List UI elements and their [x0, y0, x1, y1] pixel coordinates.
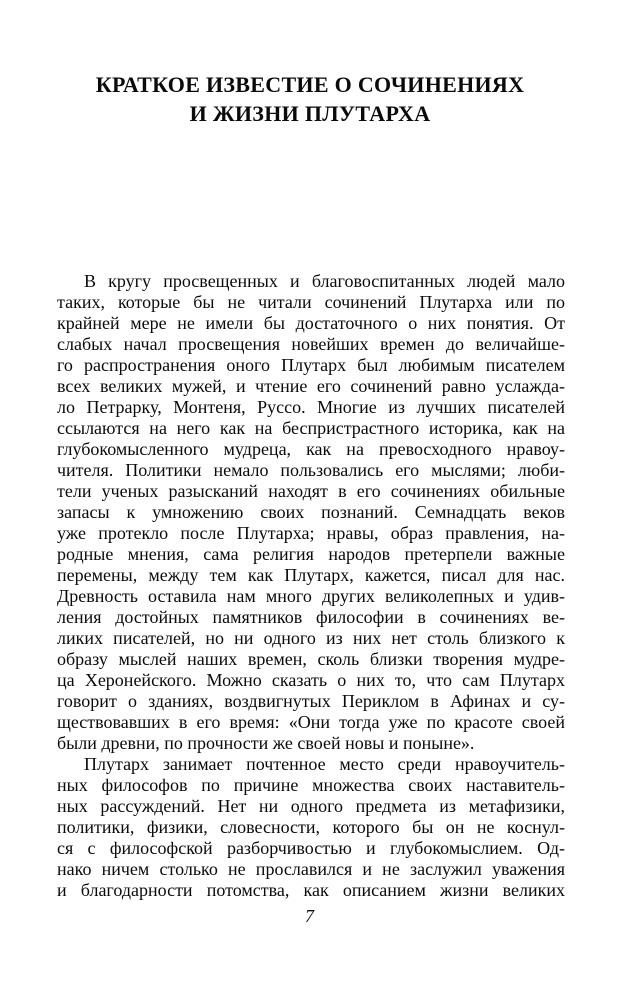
text-line: го распространения оного Плутарх был любимым писателем [57, 355, 565, 375]
text-line: ло Петрарку, Монтеня, Руссо. Многие из лучших писателей [57, 397, 565, 417]
text-line: образу мыслей наших времен, сколь близки творения мудре- [57, 649, 565, 669]
text-line: родные мнения, сама религия народов претерпели важные [57, 544, 565, 564]
text-line: ных рассуждений. Нет ни одного предмета из метафизики, [57, 796, 565, 816]
text-line: глубокомысленного мудреца, как на превосходного нравоу- [57, 439, 565, 459]
text-line: ликих писателей, но ни одного из них нет столь близкого к [57, 628, 565, 648]
text-line: уже протекло после Плутарха; нравы, образ правления, на- [57, 523, 565, 543]
text-line: ца Херонейского. Можно сказать о них то, что сам Плутарх [57, 670, 565, 690]
text-line: Древность оставила нам много других великолепных и удив- [57, 586, 565, 606]
text-line: ных философов по причине множества своих наставитель- [57, 775, 565, 795]
text-line: ществовавших в его время: «Они тогда уже по красоте своей [57, 712, 565, 732]
text-line: политики, физики, словесности, которого бы он не коснул- [57, 817, 565, 837]
text-line: В кругу просвещенных и благовоспитанных людей мало [84, 271, 565, 291]
text-line: ления достойных памятников философии в сочинениях ве- [57, 607, 565, 627]
text-line: нако ничем столько не прославился и не заслужил уважения [57, 859, 565, 879]
text-line: говорит о зданиях, воздвигнутых Периклом в Афинах и су- [57, 691, 565, 711]
text-line: крайней мере не имели бы достаточного о них понятия. От [57, 313, 565, 333]
text-line: и благодарности потомства, как описанием жизни великих [57, 880, 565, 900]
body-text [57, 271, 565, 901]
text-line: запасы к умножению своих познаний. Семнадцать веков [57, 502, 565, 522]
text-line: тели ученых разысканий находят в его сочинениях обильные [57, 481, 565, 501]
text-line: таких, которые бы не читали сочинений Плутарха или по [57, 292, 565, 312]
text-line: чителя. Политики немало пользовались его мыслями; люби- [57, 460, 565, 480]
text-line: ссылаются на него как на беспристрастного историка, как на [57, 418, 565, 438]
text-line: перемены, между тем как Плутарх, кажется, писал для нас. [57, 565, 565, 585]
text-line: всех великих мужей, и чтение его сочинений равно услажда- [57, 376, 565, 396]
text-line: Плутарх занимает почтенное место среди нравоучитель- [84, 754, 565, 774]
text-line: были древни, по прочности же своей новы и поныне». [57, 733, 475, 753]
text-line: ся с философской разборчивостью и глубокомыслием. Од- [57, 838, 565, 858]
page-number: 7 [305, 906, 314, 926]
chapter-title-line-2: И ЖИЗНИ ПЛУТАРХА [189, 101, 431, 126]
text-line: слабых начал просвещения новейших времен до величайше- [57, 334, 565, 354]
chapter-title [56, 70, 564, 128]
chapter-title-line-1: КРАТКОЕ ИЗВЕСТИЕ О СОЧИНЕНИЯХ [95, 72, 525, 97]
